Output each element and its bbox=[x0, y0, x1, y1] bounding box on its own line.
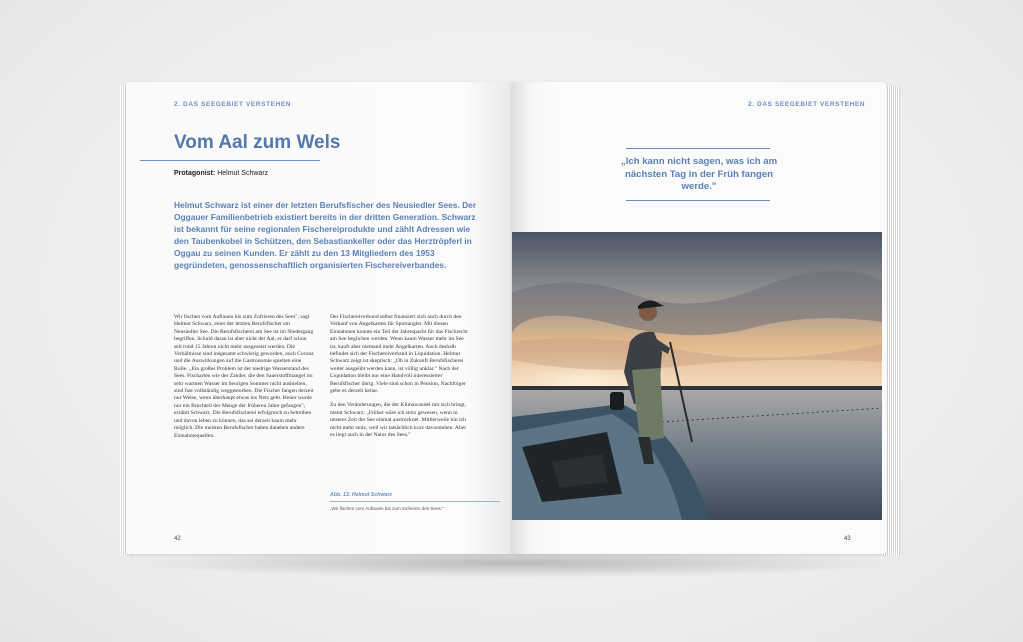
left-page bbox=[126, 82, 512, 554]
title-underline bbox=[140, 160, 320, 161]
body-paragraph: Zu den Veränderungen, die der Klimawandel mit sich bringt, meint Schwarz: „Früher wäre ich stolz gewesen, wenn in unserer Zeit der See einmal austrocknet. Mittlerweile bin ich nicht mehr stolz, weil wir tatsächlich kurz davorstehen. Aber es liegt auch in der Natur des Sees." bbox=[330, 402, 467, 439]
quote-rule-bottom bbox=[626, 200, 770, 201]
page-number-left: 42 bbox=[174, 536, 181, 542]
caption-rule bbox=[330, 501, 500, 502]
protagonist-line bbox=[174, 170, 268, 177]
protagonist-name: Helmut Schwarz bbox=[217, 170, 269, 177]
running-head-left: 2. DAS SEEGEBIET VERSTEHEN bbox=[174, 101, 292, 108]
protagonist-label: Protagonist: bbox=[174, 170, 216, 177]
body-column-2 bbox=[330, 314, 470, 447]
fisherman-photo bbox=[512, 232, 882, 520]
body-column-1 bbox=[174, 314, 314, 447]
body-paragraph: Wir fischen vom Auftauen bis zum Zufrieren des Sees", sagt Helmut Schwarz, einer der letzten Berufsfischer am Neusiedler See. Die Berufsfischerei am See ist im Niedergang begriffen. Schuld daran ist aber nicht der Aal, er darf schon seit rund 15 Jahren nicht mehr ausgesetzt werden. Die Verhältnisse sind insgesamt schwierig geworden, auch Corona und die Auswirkungen auf die Gastronomie spielten eine Rolle. „Ein großes Problem ist der niedrige Wasserstand des Sees. Fischarten wie der Zander, die den Sauerstoffmangel im sehr warmen Wasser im heurigen Sommer nicht aushielten, sind fast vollständig weggestorben. Die Fischer fangen derzeit nur Welse, wenn überhaupt etwas ins Netz geht. Heuer wurde nur ein Bruchteil der Menge der früheren Jahre gefangen", erzählt Schwarz. Die Berufsfischerei erfolgreich zu betreiben und davon leben zu können, das sei derzeit kaum mehr möglich. Die meisten Berufsfischer haben daneben andere Einnahmequellen. bbox=[174, 314, 314, 439]
figure-caption-title: Abb. 13: Helmut Schwarz bbox=[330, 492, 392, 498]
article-title: Vom Aal zum Wels bbox=[174, 132, 341, 153]
body-paragraph: Der Fischereiverbund selbst finanziert sich auch durch den Verkauf von Angelkarten für Sportangler. Mit diesen Einnahmen konnte ein Teil der Jahrespacht für das Fischrecht am See beglichen werden. Wenn kaum Wasser mehr im See ist, kauft aber niemand mehr Angelkarten. Auch deshalb befindet sich der Fischereiverband in Liquidation. Helmut Schwarz zeigt ist skeptisch: „Ob in Zukunft Berufsfischerei weiter ausgeübt werden kann, ist völlig unklar." Nach der Liquidation bleibt nur eine Handvoll interessierter Berufsfischer übrig. Viele sind schon in Pension, Nachfolger gebe es derzeit keine. bbox=[330, 314, 468, 395]
lead-paragraph: Helmut Schwarz ist einer der letzten Berufsfischer des Neusiedler Sees. Der Oggauer Familienbetrieb existiert bereits in der dritten Generation. Schwarz ist bekannt für seine regionalen Fischereiprodukte und zählt Adressen wie den Taubenkobel in Schützen, den Sebastiankeller oder das Herztröpferl in Oggau zu seinen Kunden. Er zählt zu den 13 Mitgliedern des 1953 gegründeten, genossenschaftlich organisierten Fischereiverbandes. bbox=[174, 200, 477, 270]
page-number-right: 43 bbox=[844, 536, 851, 542]
running-head-right: 2. DAS SEEGEBIET VERSTEHEN bbox=[748, 101, 866, 108]
quote-rule-top bbox=[626, 148, 770, 149]
figure-caption-text: „Wir fischen vom Auftauen bis zum Zufrieren des Sees." bbox=[330, 506, 444, 511]
pull-quote: „Ich kann nicht sagen, was ich am nächsten Tag in der Früh fangen werde." bbox=[620, 156, 778, 192]
right-page bbox=[512, 82, 886, 554]
fisherman-photo-illustration bbox=[512, 232, 882, 520]
